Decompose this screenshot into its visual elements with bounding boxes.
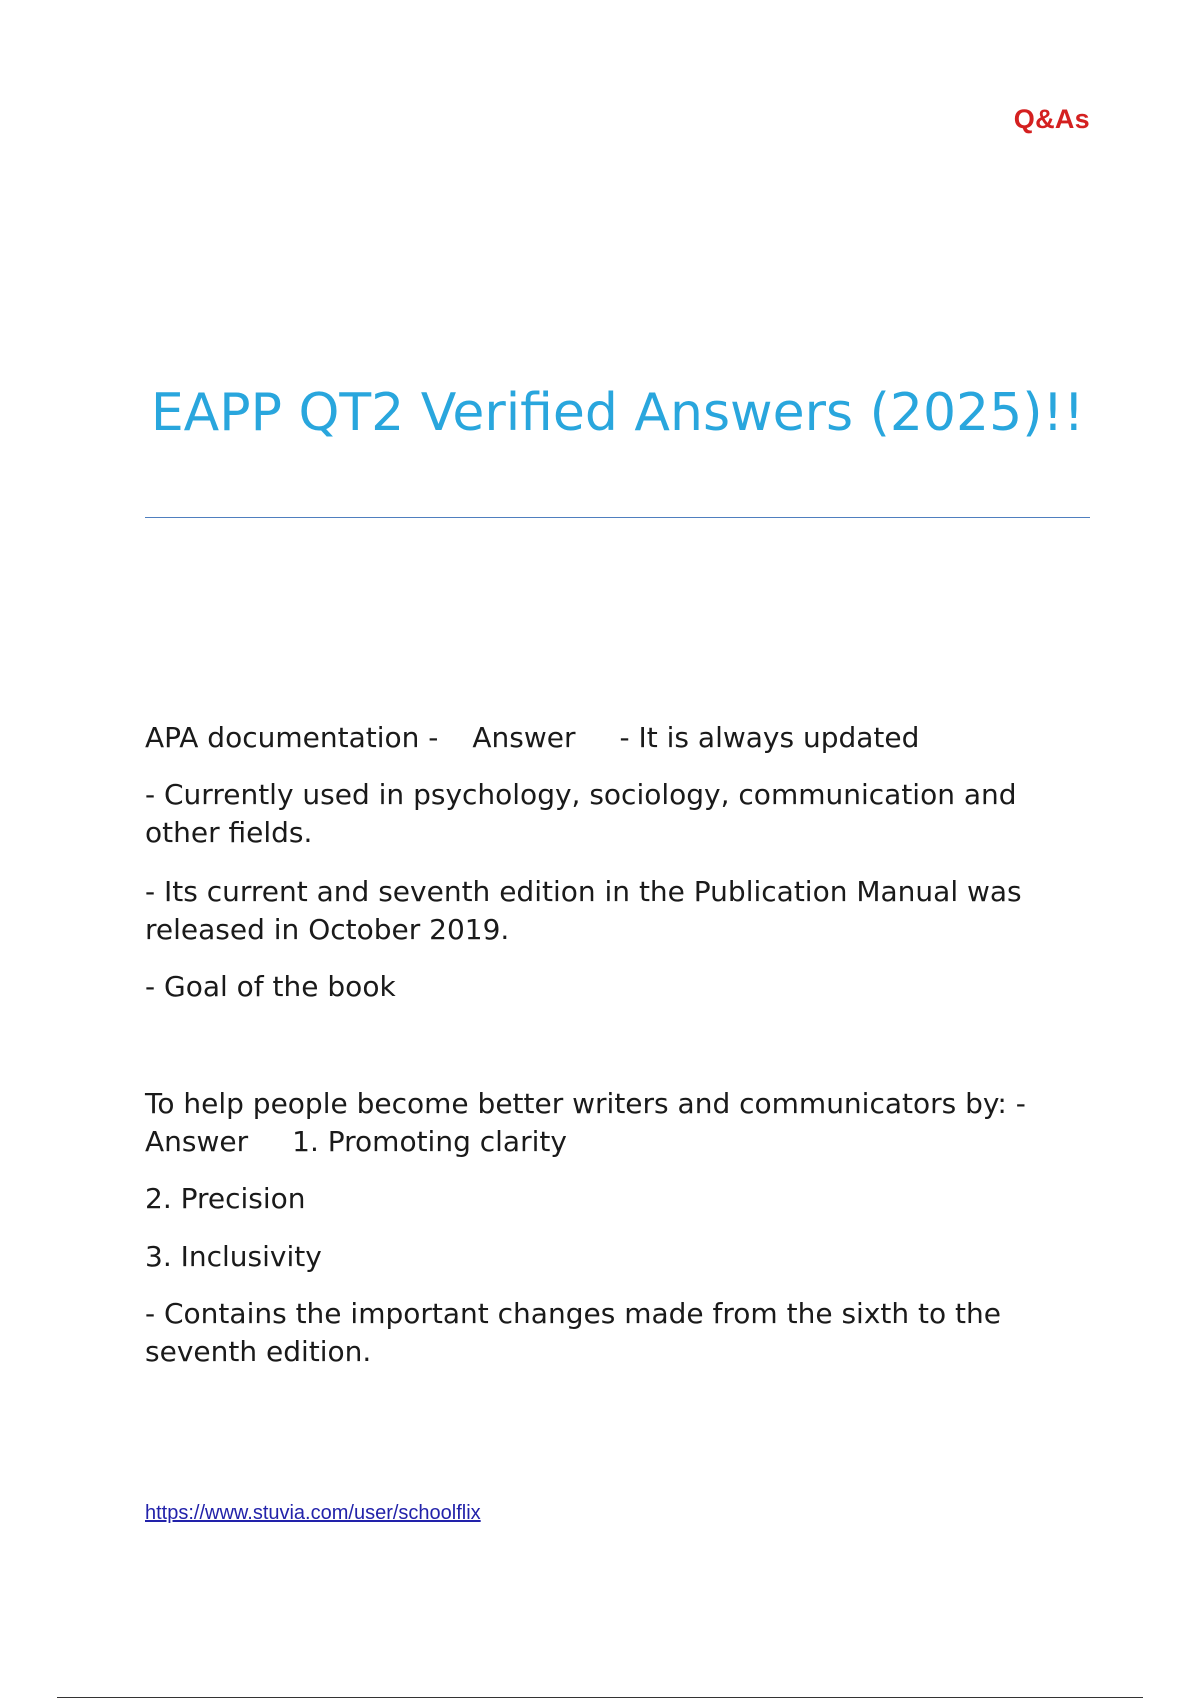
qa-2-line-2: 3. Inclusivity (145, 1240, 322, 1273)
document-title: EAPP QT2 Verified Answers (2025)!! (150, 383, 1085, 443)
qa-1-line-3: - Goal of the book (145, 970, 396, 1003)
qa-1-question: APA documentation - (145, 721, 439, 754)
title-divider (145, 517, 1090, 518)
qas-header-tag: Q&As (1013, 104, 1090, 134)
qa-1-answer-label: Answer (472, 721, 576, 754)
qa-1-line-1: - Currently used in psychology, sociology, communication and other fields. (145, 778, 1017, 849)
qa-2-answer-first: 1. Promoting clarity (292, 1125, 567, 1158)
qa-2-question-line (145, 1085, 1090, 1161)
qa-2-answer-label: Answer (145, 1125, 249, 1158)
footer-divider (57, 1697, 1143, 1698)
qa-1-answer-first: - It is always updated (619, 721, 920, 754)
qa-2-question: To help people become better writers and communicators by: - (145, 1087, 1026, 1120)
stuvia-profile-link[interactable]: https://www.stuvia.com/user/schoolflix (145, 1502, 481, 1524)
qa-2-line-3: - Contains the important changes made from the sixth to the seventh edition. (145, 1297, 1001, 1368)
qa-1-line-2: - Its current and seventh edition in the Publication Manual was released in October 2019. (145, 875, 1022, 946)
qa-1-question-line (145, 719, 1090, 757)
qa-2-line-1: 2. Precision (145, 1182, 306, 1215)
